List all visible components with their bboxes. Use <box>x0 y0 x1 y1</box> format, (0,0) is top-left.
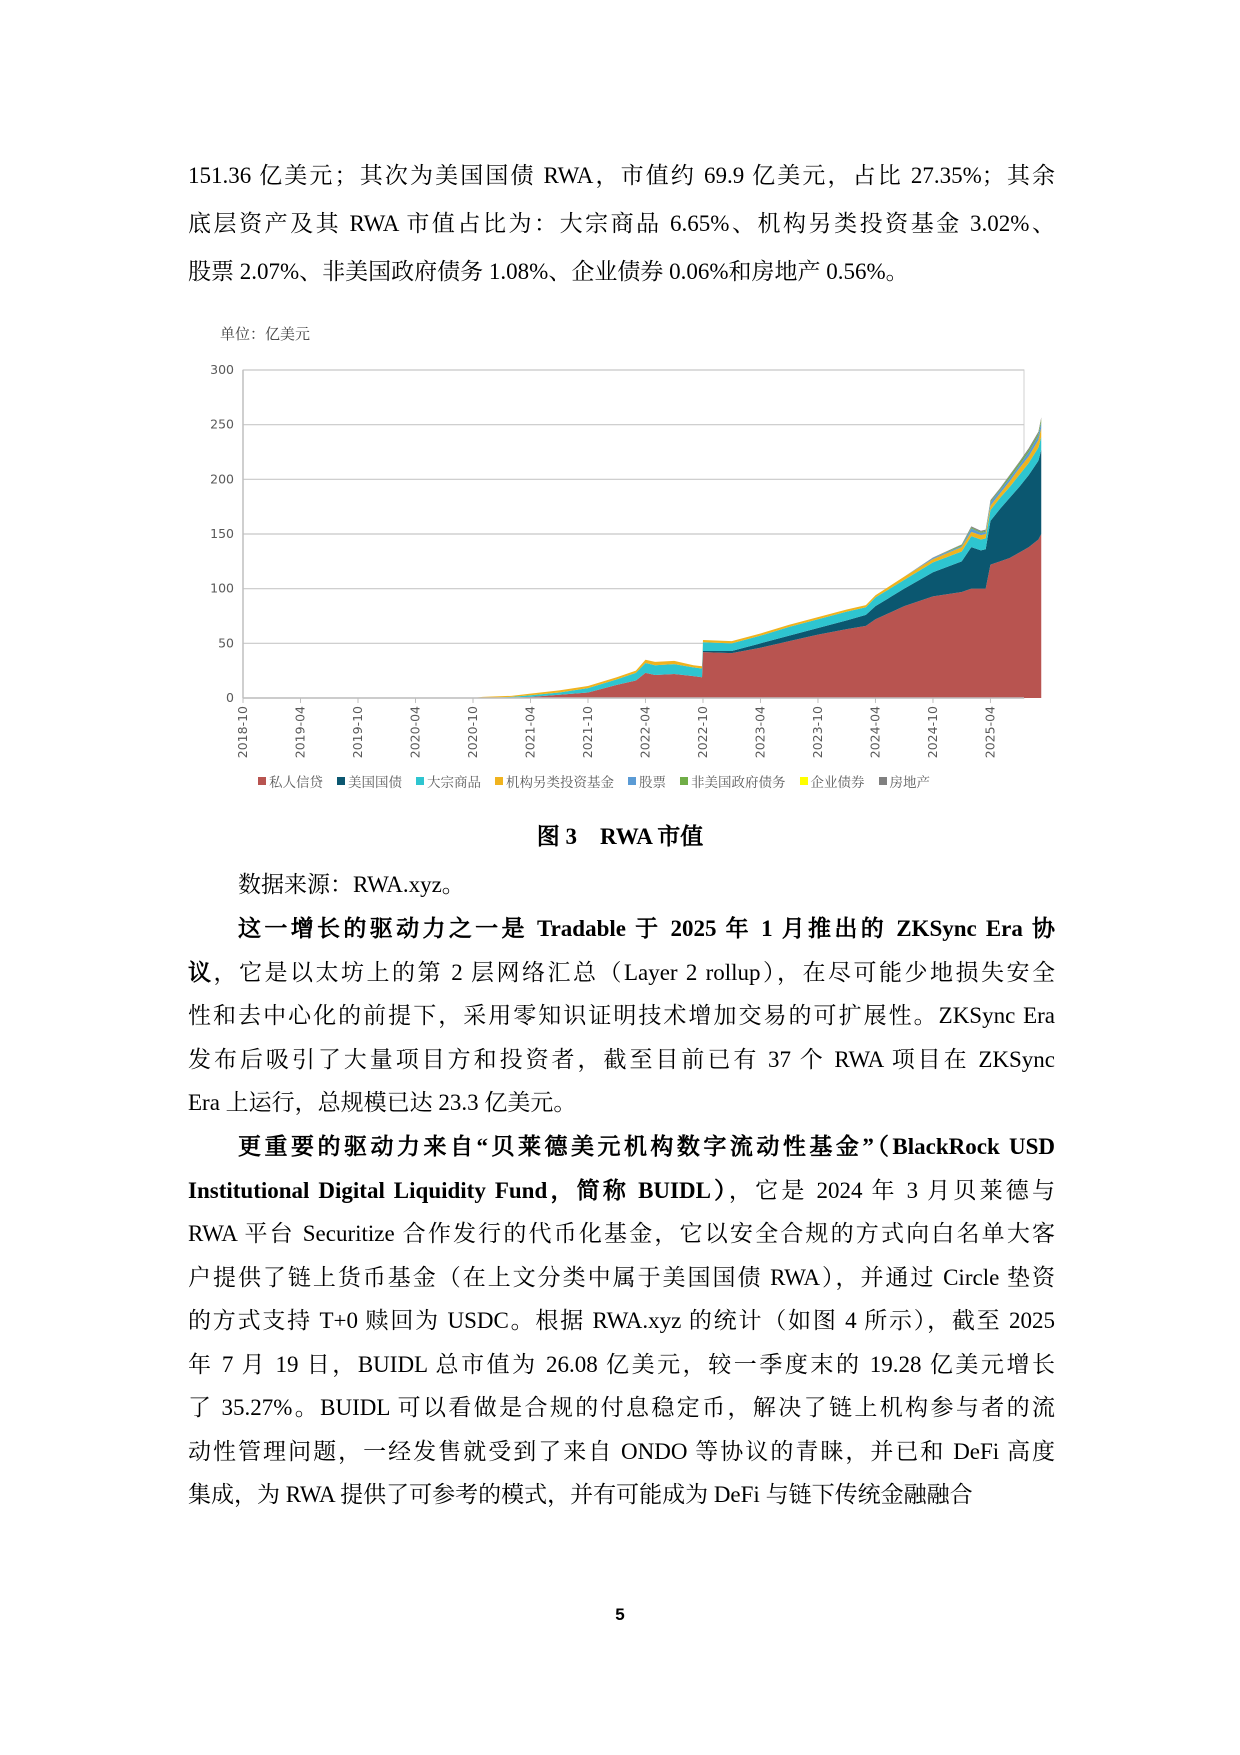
svg-text:200: 200 <box>210 471 234 487</box>
paragraph-line: 议，它是以太坊上的第 2 层网络汇总（Layer 2 rollup），在尽可能少地损失安全 <box>188 959 1055 985</box>
paragraph-line: 股票 2.07%、非美国政府债务 1.08%、企业债券 0.06%和房地产 0.56%。 <box>188 259 909 284</box>
svg-text:150: 150 <box>210 526 234 541</box>
svg-text:100: 100 <box>210 580 234 596</box>
legend-label: 美国国债 <box>348 775 402 791</box>
paragraph-line: 这一增长的驱动力之一是 Tradable 于 2025 年 1 月推出的 ZKSync Era 协 <box>238 916 1055 941</box>
paragraph-line: 户提供了链上货币基金（在上文分类中属于美国国债 RWA），并通过 Circle 垫资 <box>188 1264 1055 1290</box>
svg-text:2021-04: 2021-04 <box>522 706 538 759</box>
paragraph-line: 年 7 月 19 日，BUIDL 总市值为 26.08 亿美元，较一季度末的 19.28 亿美元增长 <box>188 1351 1055 1377</box>
svg-text:2020-04: 2020-04 <box>407 706 423 759</box>
svg-text:2018-10: 2018-10 <box>235 706 250 759</box>
paragraph-line: 了 35.27%。BUIDL 可以看做是合规的付息稳定币，解决了链上机构参与者的流 <box>188 1395 1055 1420</box>
paragraph-line: 动性管理问题，一经发售就受到了来自 ONDO 等协议的青睐，并已和 DeFi 高度 <box>188 1438 1055 1464</box>
svg-text:2024-04: 2024-04 <box>867 706 883 759</box>
svg-text:2022-10: 2022-10 <box>694 706 710 759</box>
legend-swatch-icon <box>879 777 887 785</box>
paragraph-line: 底层资产及其 RWA 市值占比为：大宗商品 6.65%、机构另类投资基金 3.02%、 <box>188 211 1055 236</box>
legend-item <box>680 771 786 791</box>
paragraph-line: 更重要的驱动力来自“贝莱德美元机构数字流动性基金”（BlackRock USD <box>238 1134 1055 1159</box>
legend-swatch-icon <box>416 777 424 785</box>
svg-text:2023-04: 2023-04 <box>752 706 768 759</box>
paragraph-line: 的方式支持 T+0 赎回为 USDC。根据 RWA.xyz 的统计（如图 4 所示），截至 2025 <box>188 1308 1055 1333</box>
legend-label: 股票 <box>639 775 666 791</box>
svg-text:2023-10: 2023-10 <box>809 706 825 759</box>
legend-swatch-icon <box>495 777 503 785</box>
paragraph-line: 151.36 亿美元；其次为美国国债 RWA，市值约 69.9 亿美元，占比 27.35%；其余 <box>188 163 1056 188</box>
legend-label: 非美国政府债务 <box>691 775 786 791</box>
paragraph-line: 发布后吸引了大量项目方和投资者，截至目前已有 37 个 RWA 项目在 ZKSync <box>188 1046 1055 1072</box>
legend-swatch-icon <box>258 777 266 785</box>
chart-legend <box>258 771 930 791</box>
svg-text:0: 0 <box>226 690 234 705</box>
legend-swatch-icon <box>628 777 636 785</box>
svg-text:2024-10: 2024-10 <box>924 706 940 759</box>
legend-item <box>495 771 614 791</box>
svg-text:2020-10: 2020-10 <box>464 706 480 759</box>
svg-text:250: 250 <box>210 416 234 432</box>
legend-swatch-icon <box>337 777 345 785</box>
figure-caption: 图 3 RWA 市值 <box>536 824 704 849</box>
legend-item <box>258 771 323 791</box>
rwa-market-cap-chart <box>190 355 1050 765</box>
legend-label: 私人信贷 <box>269 775 323 791</box>
legend-item <box>628 771 666 791</box>
legend-item <box>800 771 865 791</box>
legend-item <box>337 771 402 791</box>
svg-text:300: 300 <box>210 362 234 377</box>
chart-unit-label: 单位：亿美元 <box>220 325 311 343</box>
legend-label: 企业债券 <box>810 775 865 791</box>
legend-swatch-icon <box>800 777 808 785</box>
svg-text:2019-04: 2019-04 <box>292 706 308 759</box>
paragraph-line: Institutional Digital Liquidity Fund，简称 BUIDL），它是 2024 年 3 月贝莱德与 <box>188 1177 1055 1203</box>
legend-item <box>879 771 931 791</box>
legend-label: 大宗商品 <box>427 775 481 791</box>
legend-label: 房地产 <box>889 775 930 791</box>
paragraph-line: 性和去中心化的前提下，采用零知识证明技术增加交易的可扩展性。ZKSync Era <box>188 1003 1055 1028</box>
paragraph-line: Era 上运行，总规模已达 23.3 亿美元。 <box>188 1090 577 1115</box>
svg-text:2022-04: 2022-04 <box>637 706 653 759</box>
svg-text:2025-04: 2025-04 <box>982 706 998 759</box>
page-number: 5 <box>615 1605 625 1624</box>
paragraph-line: RWA 平台 Securitize 合作发行的代币化基金，它以安全合规的方式向白名单大客 <box>188 1221 1055 1246</box>
figure-source: 数据来源：RWA.xyz。 <box>238 872 465 897</box>
legend-item <box>416 771 481 791</box>
paragraph-line: 集成，为 RWA 提供了可参考的模式，并有可能成为 DeFi 与链下传统金融融合 <box>188 1482 973 1507</box>
legend-swatch-icon <box>680 777 688 785</box>
legend-label: 机构另类投资基金 <box>506 775 614 791</box>
svg-text:50: 50 <box>218 635 234 651</box>
svg-text:2021-10: 2021-10 <box>579 706 595 759</box>
svg-text:2019-10: 2019-10 <box>349 706 365 759</box>
